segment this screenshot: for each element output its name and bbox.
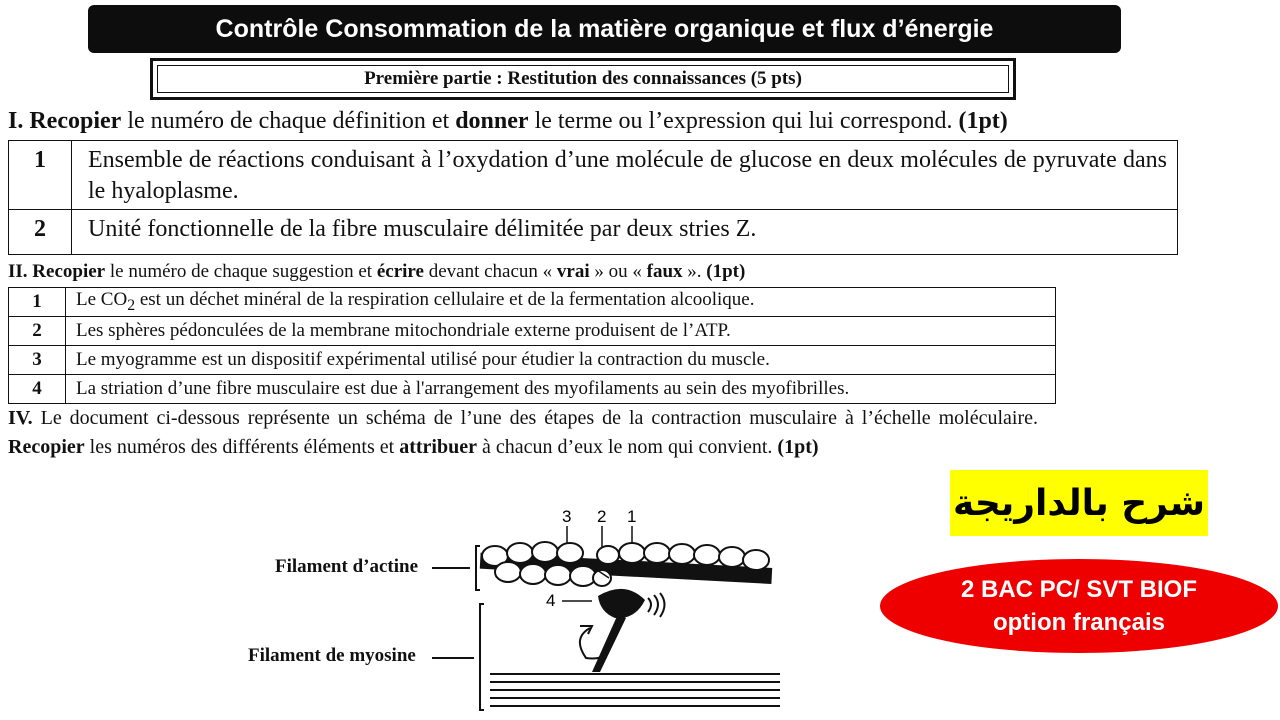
actin-bracket [476,546,480,590]
badge-line-2: option français [992,609,1166,636]
marker-3: 3 [562,507,572,526]
definition-text: Unité fonctionnelle de la fibre musculaire délimitée par deux stries Z. [72,210,1178,255]
row-number: 2 [9,317,66,346]
q1-text-1: le numéro de chaque définition et [121,108,456,134]
q4-text-3: à chacun d’eux le nom qui convient. [476,436,778,458]
marker-2: 2 [597,507,607,526]
q2-text-1: le numéro de chaque suggestion et [105,261,377,282]
q1-verb-donner: donner [455,108,529,134]
definitions-table [8,140,1178,255]
part-title: Première partie : Restitution des connaissances (5 pts) [364,68,802,89]
document-title-banner [88,5,1121,53]
bac-level-badge [880,559,1278,653]
table-row [9,346,1056,375]
table-row [9,375,1056,404]
q2-text-4: ». [682,261,707,282]
true-false-table [8,287,1056,404]
arabic-explanation-text: شرح بالداريجة [953,482,1205,524]
row-number: 1 [9,141,72,210]
actin-filament [480,542,772,586]
marker-4: 4 [546,591,556,610]
row-number: 3 [9,346,66,375]
marker-1: 1 [627,507,637,526]
q2-vrai: vrai [556,261,590,282]
q4-points: (1pt) [777,436,819,458]
q1-points: (1pt) [958,108,1008,134]
myosin-head [580,589,665,672]
part-title-box [150,58,1016,100]
table-row [9,288,1056,317]
q1-verb-recopier: Recopier [29,108,122,134]
question-4-instruction [8,404,1038,462]
arabic-explanation-banner [950,470,1208,536]
myosin-bracket [480,604,484,710]
actomyosin-diagram [420,500,780,720]
q2-text-2: devant chacun « [423,261,557,282]
document-title: Contrôle Consommation de la matière organique et flux d’énergie [215,14,994,43]
question-2-instruction [8,261,745,283]
table-row [9,317,1056,346]
myosin-filament [490,674,780,706]
suggestion-text: La striation d’une fibre musculaire est due à l'arrangement des myofilaments au sein des myofibrilles. [66,375,1056,404]
row-number: 2 [9,210,72,255]
q4-verb-recopier: Recopier [8,436,85,458]
q4-text-1: Le document ci-dessous représente un schéma de l’une des étapes de la contraction musculaire à l’échelle moléculaire. [32,407,1038,429]
q1-text-2: le terme ou l’expression qui lui correspond. [528,108,959,134]
question-1-instruction [8,108,1008,135]
badge-line-1: 2 BAC PC/ SVT BIOF [960,576,1198,603]
suggestion-text: Le $CO_2$ est un déchet minéral de la respiration cellulaire et de la fermentation alcoolique. [66,288,1056,317]
row-number: 4 [9,375,66,404]
q2-verb-ecrire: écrire [376,261,424,282]
table-row [9,210,1178,255]
table-row [9,141,1178,210]
q4-verb-attribuer: attribuer [399,436,477,458]
q2-numeral: II. [8,261,28,282]
suggestion-text: Les sphères pédonculées de la membrane mitochondriale externe produisent de l’ATP. [66,317,1056,346]
q2-verb-recopier: Recopier [32,261,106,282]
q1-numeral: I. [8,108,24,134]
q2-text-3: » ou « [589,261,647,282]
q4-numeral: IV. [8,407,33,429]
q2-faux: faux [646,261,683,282]
label-actin-filament: Filament d’actine [275,556,419,577]
definition-text: Ensemble de réactions conduisant à l’oxydation d’une molécule de glucose en deux molécules de pyruvate dans le hyaloplasme. [72,141,1178,210]
q2-points: (1pt) [706,261,746,282]
row-number: 1 [9,288,66,317]
label-myosin-filament: Filament de myosine [248,645,416,666]
q4-text-2: les numéros des différents éléments et [84,436,400,458]
suggestion-text: Le myogramme est un dispositif expérimental utilisé pour étudier la contraction du muscle. [66,346,1056,375]
